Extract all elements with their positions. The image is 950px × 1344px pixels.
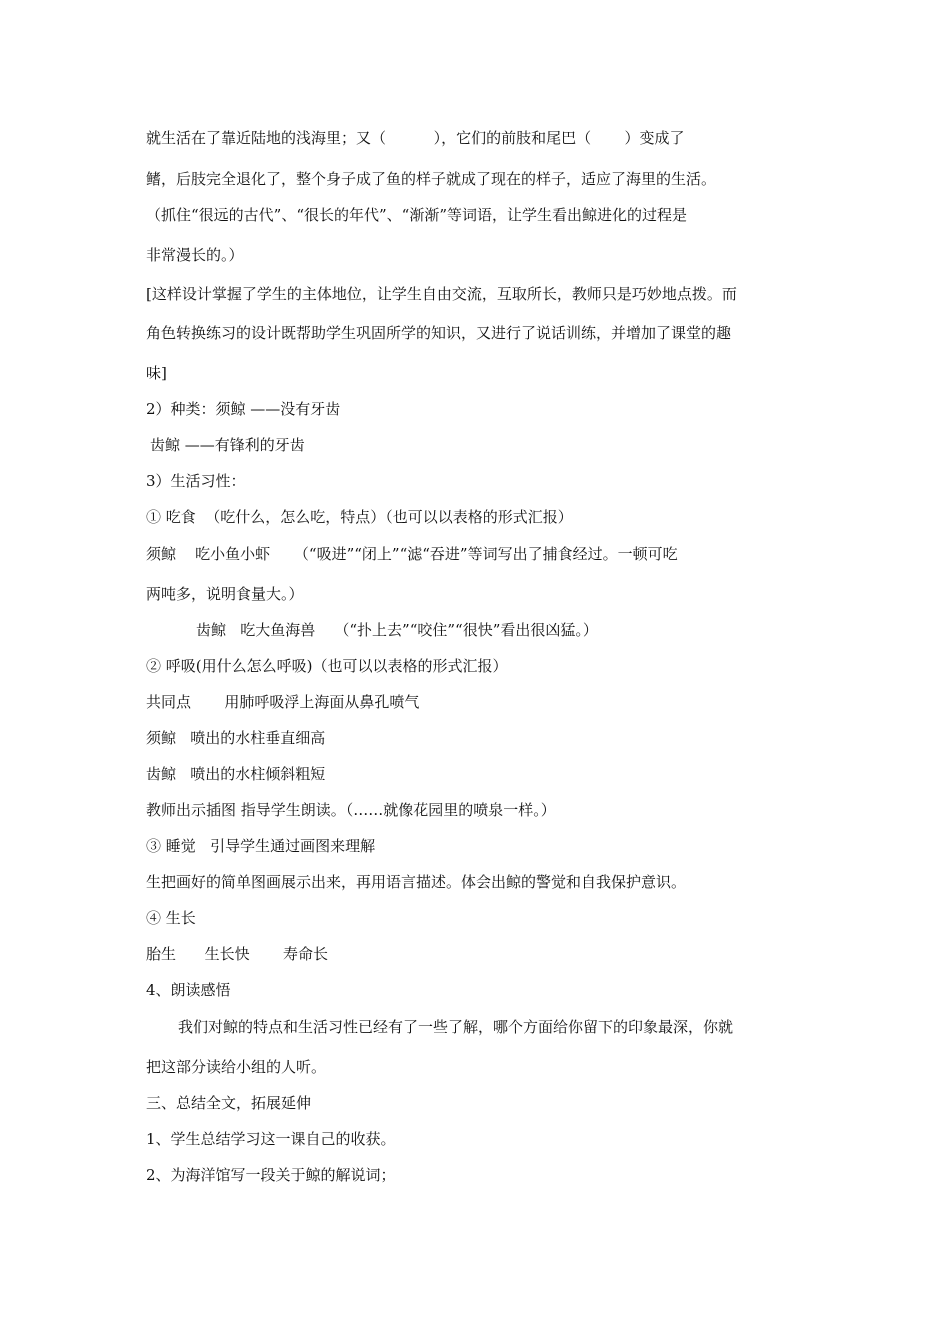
text-line: 生把画好的简单图画展示出来，再用语言描述。体会出鲸的警觉和自我保护意识。 bbox=[146, 873, 687, 891]
list-item: 1、学生总结学习这一课自己的收获。 bbox=[146, 1130, 396, 1148]
text-line: 胎生 生长快 寿命长 bbox=[146, 945, 328, 963]
section-heading: 三、总结全文，拓展延伸 bbox=[146, 1094, 312, 1112]
section-heading: 3）生活习性： bbox=[146, 472, 246, 490]
text-line: 齿鲸 喷出的水柱倾斜粗短 bbox=[146, 765, 326, 783]
list-item: 2、为海洋馆写一段关于鲸的解说词； bbox=[146, 1166, 396, 1184]
paragraph-line: 把这部分读给小组的人听。 bbox=[146, 1058, 327, 1076]
text-line: （抓住“很远的古代”、“很长的年代”、“渐渐”等词语，让学生看出鲸进化的过程是 bbox=[146, 206, 688, 224]
text-line: 两吨多，说明食量大。） bbox=[146, 585, 304, 603]
text-line: 教师出示插图 指导学生朗读。（……就像花园里的喷泉一样。） bbox=[146, 801, 556, 819]
annotation-text: 角色转换练习的设计既帮助学生巩固所学的知识，又进行了说话训练，并增加了课堂的趣 bbox=[146, 324, 732, 342]
text-line: 须鲸 喷出的水柱垂直细高 bbox=[146, 729, 326, 747]
subsection-heading: ① 吃食 （吃什么，怎么吃，特点）（也可以以表格的形式汇报） bbox=[146, 508, 573, 526]
text-line: 就生活在了靠近陆地的浅海里；又（ ），它们的前肢和尾巴（ ）变成了 bbox=[146, 129, 685, 147]
section-item: 2）种类：须鲸 ——没有牙齿 bbox=[146, 400, 341, 418]
subsection-heading: ④ 生长 bbox=[146, 909, 196, 927]
paragraph-line: 我们对鲸的特点和生活习性已经有了一些了解，哪个方面给你留下的印象最深，你就 bbox=[178, 1018, 734, 1036]
section-heading: 4、朗读感悟 bbox=[146, 981, 231, 999]
subsection-heading: ③ 睡觉 引导学生通过画图来理解 bbox=[146, 837, 376, 855]
annotation-text: [这样设计掌握了学生的主体地位，让学生自由交流，互取所长，教师只是巧妙地点拨。而 bbox=[146, 285, 737, 303]
subsection-heading: ② 呼吸(用什么怎么呼吸)（也可以以表格的形式汇报） bbox=[146, 657, 508, 675]
text-line: 须鲸 吃小鱼小虾 （“吸进”“闭上”“滤“吞进”等词写出了捕食经过。一顿可吃 bbox=[146, 545, 678, 563]
text-line: 共同点 用肺呼吸浮上海面从鼻孔喷气 bbox=[146, 693, 420, 711]
text-line: 齿鲸 吃大鱼海兽 （“扑上去”“咬住”“很快”看出很凶猛。） bbox=[196, 621, 598, 639]
annotation-text: 味] bbox=[146, 364, 167, 382]
text-line: 鳍，后肢完全退化了，整个身子成了鱼的样子就成了现在的样子，适应了海里的生活。 bbox=[146, 170, 717, 188]
section-item: 齿鲸 ——有锋利的牙齿 bbox=[150, 436, 305, 454]
text-line: 非常漫长的。） bbox=[146, 246, 244, 264]
